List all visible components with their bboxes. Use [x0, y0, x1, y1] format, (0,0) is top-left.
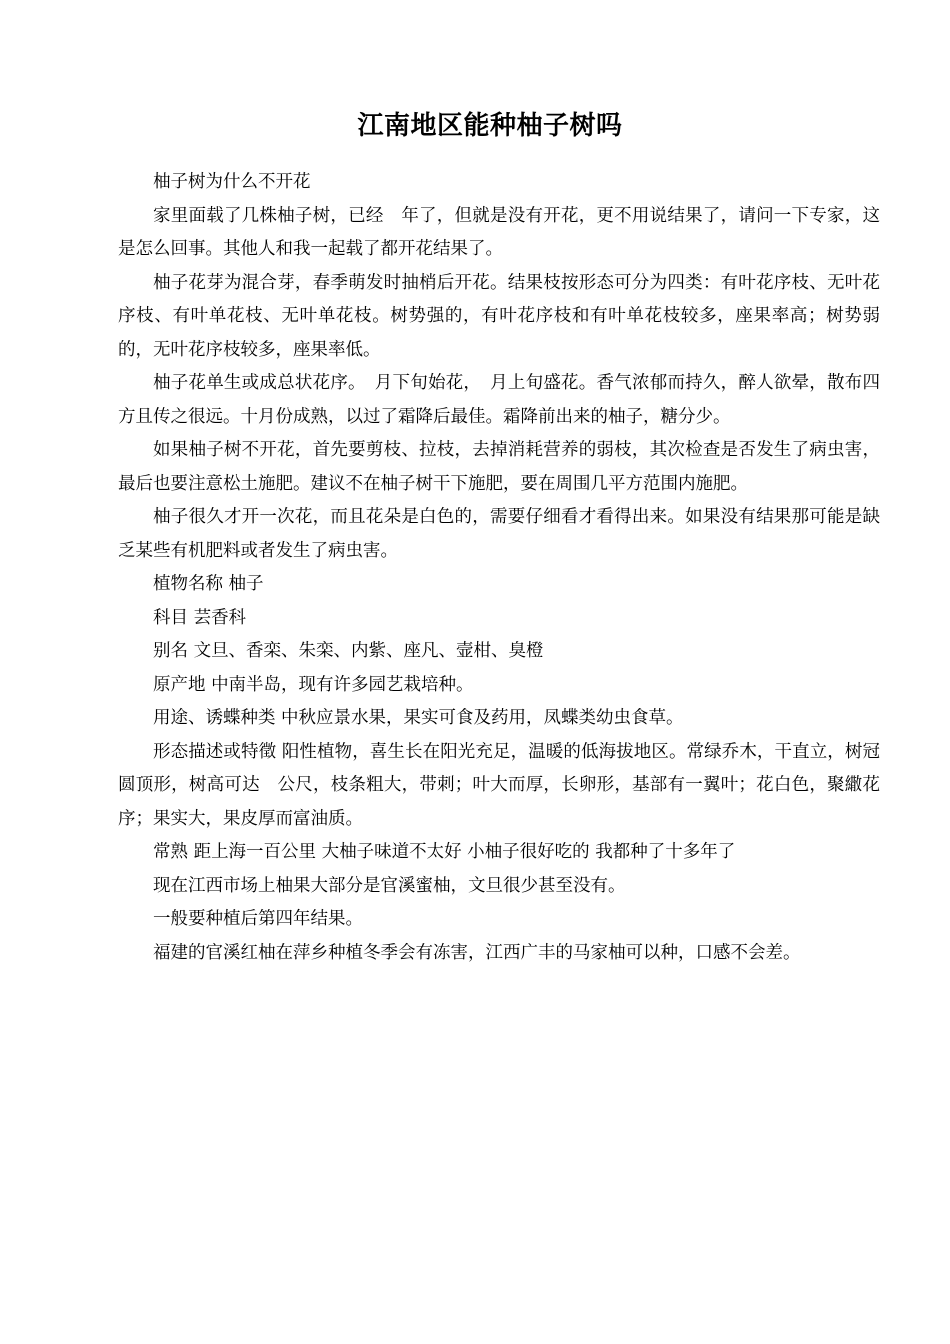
paragraph-description: 形态描述或特徵 阳性植物，喜生长在阳光充足，温暖的低海拔地区。常绿乔木，干直立，树冠圆顶形，树高可达 公尺，枝条粗大，带刺；叶大而厚，长卵形，基部有一翼叶；花白色，聚繖花序；果实大，果皮厚而富油质。 — [118, 741, 880, 829]
paragraph-family: 科目 芸香科 — [153, 607, 247, 628]
paragraph-changshu: 常熟 距上海一百公里 大柚子味道不太好 小柚子很好吃的 我都种了十多年了 — [153, 842, 736, 862]
paragraph-question: 家里面载了几株柚子树，已经 年了，但就是没有开花，更不用说结果了，请问一下专家，这是怎么回事。其他人和我一起载了都开花结果了。 — [118, 205, 880, 259]
paragraph-flowering: 柚子花单生或成总状花序。 月下旬始花， 月上旬盛花。香气浓郁而持久，醉人欲晕，散布四方且传之很远。十月份成熟，以过了霜降后最佳。霜降前出来的柚子，糖分少。 — [118, 373, 880, 427]
document-title: 江南地区能种柚子树吗 — [357, 111, 623, 141]
paragraph-jiangxi-market: 现在江西市场上柚果大部分是官溪蜜柚，文旦很少甚至没有。 — [153, 875, 626, 896]
paragraph-flower-buds: 柚子花芽为混合芽，春季萌发时抽梢后开花。结果枝按形态可分为四类：有叶花序枝、无叶花序枝、有叶单花枝、无叶单花枝。树势强的，有叶花序枝和有叶单花枝较多，座果率高；树势弱的，无叶花序枝较多，座果率低。 — [118, 272, 880, 360]
paragraph-origin: 原产地 中南半岛，现有许多园艺栽培种。 — [153, 674, 474, 695]
paragraph-uses: 用途、诱蝶种类 中秋应景水果，果实可食及药用，凤蝶类幼虫食草。 — [153, 708, 684, 728]
paragraph-white-flowers: 柚子很久才开一次花，而且花朵是白色的，需要仔细看才看得出来。如果没有结果那可能是缺乏某些有机肥料或者发生了病虫害。 — [118, 507, 880, 561]
paragraph-fourth-year: 一般要种植后第四年结果。 — [153, 909, 363, 929]
paragraph-advice: 如果柚子树不开花，首先要剪枝、拉枝，去掉消耗营养的弱枝，其次检查是否发生了病虫害，最后也要注意松土施肥。建议不在柚子树干下施肥，要在周围几平方范围内施肥。 — [118, 440, 880, 494]
paragraph-aliases: 别名 文旦、香栾、朱栾、内紫、座凡、壸柑、臭橙 — [153, 641, 544, 661]
paragraph-heading: 柚子树为什么不开花 — [153, 172, 311, 192]
paragraph-plant-name: 植物名称 柚子 — [153, 574, 264, 594]
paragraph-fujian: 福建的官溪红柚在萍乡种植冬季会有冻害，江西广丰的马家柚可以种，口感不会差。 — [153, 942, 801, 963]
document-body — [118, 166, 880, 970]
